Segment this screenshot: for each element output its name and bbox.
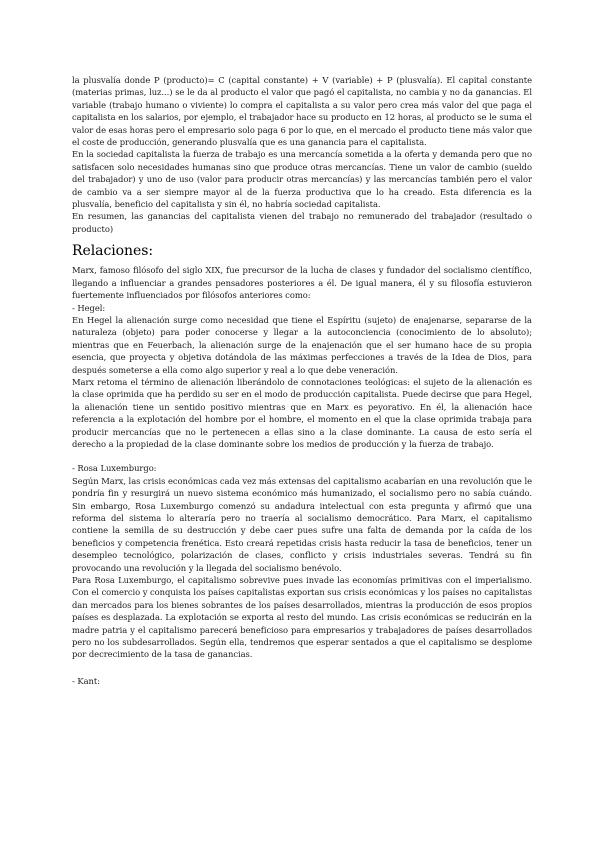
section-spacer: [72, 661, 532, 675]
section-spacer: [72, 450, 532, 462]
intro-paragraph-plusvalia: la plusvalía donde P (producto)= C (capital constante) + V (variable) + P (plusvalía). El capital constante (materias primas, luz...) se le da al producto el valor que pagó el capitalista, no cambia y no da ganancias. El variable (trabajo humano o viviente) lo compra el capitalista a su valor pero crea más valor del que paga el capitalista en los salarios, por ejemplo, el trabajador hace su producto en 12 horas, al producto se le suma el valor de esas horas pero el empresario solo paga 6 por lo que, en el mercado el producto tiene más valor que el coste de producción, generando plusvalía que es una ganancia para el capitalista.: [72, 75, 532, 148]
intro-paragraph-resumen: En resumen, las ganancias del capitalista vienen del trabajo no remunerado del trabajador (resultado o producto): [72, 211, 532, 234]
hegel-paragraph-1: En Hegel la alienación surge como necesidad que tiene el Espíritu (sujeto) de enajenarse, separarse de la naturaleza (objeto) para poder conocerse y llegar a la autoconciencia (conocimiento de lo absoluto); mientras que en Feuerbach, la alienación surge de la enajenación que el ser humano hace de su propia esencia, que proyecta y objetiva dotándola de las máximas perfecciones a través de la Idea de Dios, para después someterse a ella como algo superior y real a lo que debe veneración.: [72, 314, 532, 375]
relaciones-heading: Relaciones:: [72, 243, 154, 260]
hegel-label: - Hegel:: [72, 302, 106, 313]
hegel-paragraph-2: Marx retoma el término de alienación liberándolo de connotaciones teológicas: el sujeto de la alienación es la clase oprimida que ha perdido su ser en el modo de producción capitalista. Puede decirse que para Hegel, la alienación tiene un sentido positivo mientras que en Marx es peyorativo. En él, la alienación hace referencia a la explotación del hombre por el hombre, el momento en el que la clase oprimida trabaja para producir mercancías que no le pertenecen a ellas sino a la clase dominante. La causa de esto sería el derecho a la propiedad de la clase dominante sobre los medios de producción y la fuerza de trabajo.: [72, 376, 532, 449]
rosa-paragraph-2: Para Rosa Luxemburgo, el capitalismo sobrevive pues invade las economías primitivas con el imperialismo. Con el comercio y conquista los países capitalistas exportan sus crisis económicas y los países no capitalistas dan mercados para los bienes sobrantes de los países desarrollados, mientras la producción de esos propios países es desplazada. La explotación se exporta al resto del mundo. Las crisis económicas se reducirán en la madre patria y el capitalismo parecerá beneficioso para empresarios y trabajadores de países desarrollados pero no los subdesarrollados. Según ella, tendremos que esperar sentados a que el capitalismo se desplome por decrecimiento de la tasa de ganancias.: [72, 575, 532, 660]
intro-paragraph-fuerza-trabajo: En la sociedad capitalista la fuerza de trabajo es una mercancía sometida a la oferta y demanda pero que no satisfacen solo necesidades humanas sino que produce otras mercancías. Tiene un valor de cambio (sueldo del trabajador) y uno de uso (valor para producir otras mercancías) y las mercancías también pero el valor de cambio va a ser siempre mayor al de la fuerza productiva que lo ha creado. Esta diferencia es la plusvalía, beneficio del capitalista y sin él, no habría sociedad capitalista.: [72, 149, 532, 210]
rosa-paragraph-1: Según Marx, las crisis económicas cada vez más extensas del capitalismo acabarían en una revolución que le pondría fin y resurgirá un nuevo sistema económico más humanizado, el socialismo pero no sabía cuándo. Sin embargo, Rosa Luxemburgo comenzó su andadura intelectual con esta pregunta y afirmó que una reforma del sistema lo alteraría pero no traería al socialismo democrático. Para Marx, el capitalismo contiene la semilla de su destrucción y debe caer pues sufre una falta de demanda por la caída de los beneficios y competencia frenética. Esto creará repetidas crisis hasta reducir la tasa de beneficios, tener un desempleo tecnológico, polarización de clases, conflicto y crisis industriales severas. Tendrá su fin provocando una revolución y la llegada del socialismo benévolo.: [72, 475, 532, 573]
rosa-luxemburgo-label: - Rosa Luxemburgo:: [72, 463, 157, 474]
document-page: [72, 74, 532, 687]
relaciones-intro-paragraph: Marx, famoso filósofo del siglo XIX, fue precursor de la lucha de clases y fundador del socialismo científico, llegando a influenciar a grandes pensadores posteriores a él. De igual manera, él y su filosofía estuvieron fuertemente influenciados por filósofos anteriores como:: [72, 265, 532, 301]
kant-label: - Kant:: [72, 675, 100, 686]
